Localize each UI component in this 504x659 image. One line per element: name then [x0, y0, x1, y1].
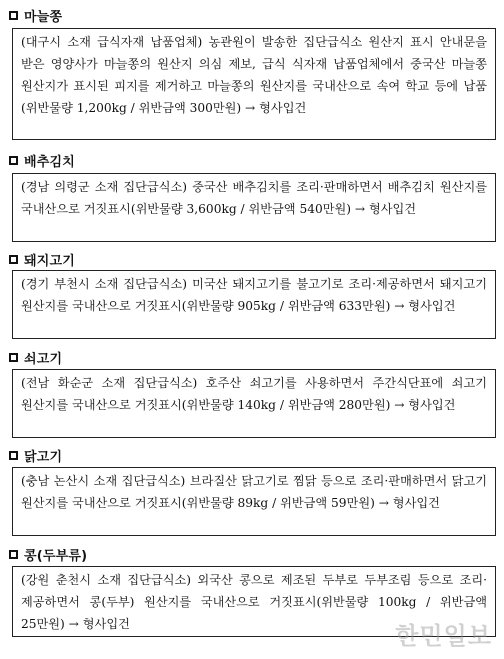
section-pork: [8, 250, 496, 268]
case-box: (대구시 소재 급식자재 납품업체) 농관원이 발송한 집단급식소 원산지 표시 안내문을 받은 영양사가 마늘쫑의 원산지 의심 제보, 급식 식자재 납품업체에서 중국산 마늘쫑 원산지가 표시된 피지를 제거하고 마늘쫑의 원산지를 국내산으로 속여 학교 등에 납품(위반물량 1,200kg / 위반금액 300만원) → 형사입건: [12, 28, 496, 140]
section-title: 콩(두부류): [24, 548, 88, 564]
case-box: (경기 부천시 소재 집단급식소) 미국산 돼지고기를 불고기로 조리·제공하면서 돼지고기 원산지를 국내산으로 거짓표시(위반물량 905kg / 위반금액 633만원) → 형사입건: [12, 270, 496, 339]
square-bullet-icon: [9, 451, 18, 460]
square-bullet-icon: [9, 353, 18, 362]
case-box: (강원 춘천시 소재 집단급식소) 외국산 콩으로 제조된 두부로 두부조림 등으로 조리·제공하면서 콩(두부) 원산지를 국내산으로 거짓표시(위반물량 100kg / 위반금액 25만원) → 형사입건: [12, 566, 496, 637]
section-title: 배추김치: [24, 154, 76, 170]
square-bullet-icon: [9, 255, 18, 264]
section-title: 닭고기: [24, 449, 63, 465]
case-box: (충남 논산시 소재 집단급식소) 브라질산 닭고기로 찜닭 등으로 조리·판매하면서 닭고기 원산지를 국내산으로 거짓표시(위반물량 89kg / 위반금액 59만원) → 형사입건: [12, 467, 496, 536]
section-garlic-stem: [8, 6, 496, 24]
section-chicken: [8, 446, 496, 464]
section-title: 쇠고기: [24, 351, 63, 367]
watermark-logo: 한민일보: [395, 622, 492, 650]
section-heading: [8, 250, 496, 268]
section-heading: [8, 545, 496, 563]
square-bullet-icon: [9, 156, 18, 165]
section-title: 마늘쫑: [24, 9, 63, 25]
case-box: (경남 의령군 소재 집단급식소) 중국산 배추김치를 조리·판매하면서 배추김치 원산지를 국내산으로 거짓표시(위반물량 3,600kg / 위반금액 540만원) → 형사입건: [12, 173, 496, 242]
section-title: 돼지고기: [24, 253, 76, 269]
section-heading: [8, 6, 496, 24]
section-heading: [8, 446, 496, 464]
section-heading: [8, 151, 496, 169]
section-soybean: [8, 545, 496, 563]
square-bullet-icon: [9, 11, 18, 20]
section-beef: [8, 348, 496, 366]
section-cabbage-kimchi: [8, 151, 496, 169]
square-bullet-icon: [9, 550, 18, 559]
case-box: (전남 화순군 소재 집단급식소) 호주산 쇠고기를 사용하면서 주간식단표에 쇠고기 원산지를 국내산으로 거짓표시(위반물량 140kg / 위반금액 280만원) → 형사입건: [12, 369, 496, 438]
section-heading: [8, 348, 496, 366]
